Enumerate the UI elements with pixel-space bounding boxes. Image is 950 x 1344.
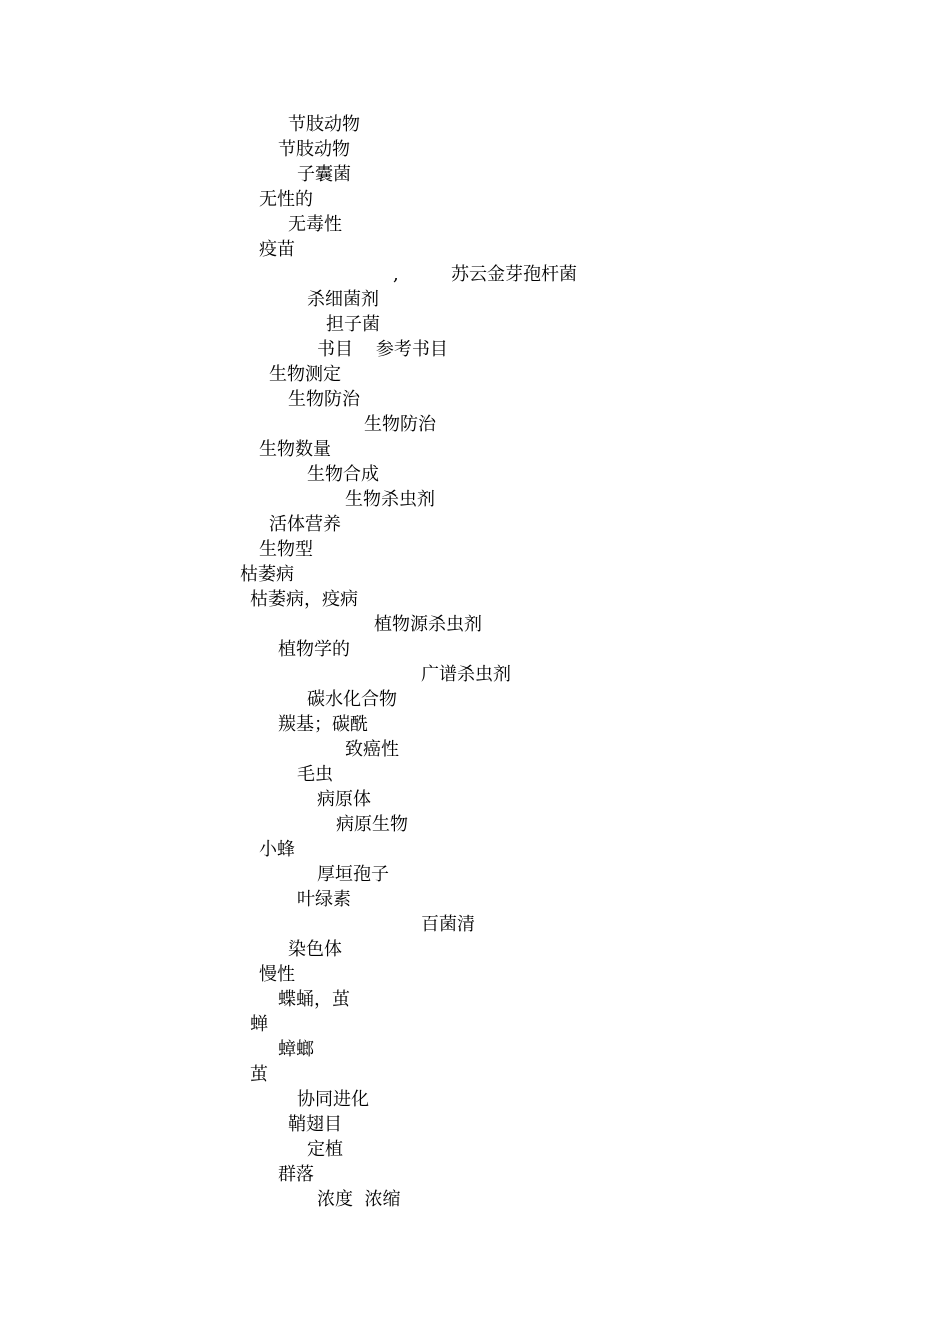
term-entry: 蝉 <box>250 1014 268 1035</box>
term-entry: 慢性 <box>259 964 295 985</box>
term-entry: 疫苗 <box>259 239 295 260</box>
term-entry: 病原生物 <box>336 814 408 835</box>
term-entry: 子囊菌 <box>297 164 351 185</box>
term-entry: 广谱杀虫剂 <box>421 664 511 685</box>
term-entry: 毛虫 <box>297 764 333 785</box>
term-entry: 枯萎病，疫病 <box>250 589 358 610</box>
term-entry: 染色体 <box>288 939 342 960</box>
term-entry: 节肢动物 <box>278 139 350 160</box>
term-entry: 羰基；碳酰 <box>278 714 368 735</box>
term-entry: 蟑螂 <box>278 1039 314 1060</box>
term-entry: 生物数量 <box>259 439 331 460</box>
term-entry: 担子菌 <box>326 314 380 335</box>
term-entry: 定植 <box>307 1139 343 1160</box>
term-entry: 枯萎病 <box>240 564 294 585</box>
term-entry: 植物源杀虫剂 <box>374 614 482 635</box>
term-entry: 生物型 <box>259 539 313 560</box>
term-entry: 杀细菌剂 <box>307 289 379 310</box>
term-entry: 无性的 <box>259 189 313 210</box>
term-entry: 致癌性 <box>345 739 399 760</box>
term-entry: 无毒性 <box>288 214 342 235</box>
term-entry: 病原体 <box>317 789 371 810</box>
term-entry: 茧 <box>250 1064 268 1085</box>
term-entry: 生物测定 <box>269 364 341 385</box>
term-entry: 生物防治 <box>288 389 360 410</box>
term-entry: 协同进化 <box>297 1089 369 1110</box>
term-entry: , <box>393 264 399 285</box>
term-entry: 小蜂 <box>259 839 295 860</box>
term-entry: 植物学的 <box>278 639 350 660</box>
term-entry: 节肢动物 <box>288 114 360 135</box>
term-entry: 群落 <box>278 1164 314 1185</box>
term-entry: 厚垣孢子 <box>317 864 389 885</box>
term-entry: 生物合成 <box>307 464 379 485</box>
term-entry: 鞘翅目 <box>288 1114 342 1135</box>
term-entry: 叶绿素 <box>297 889 351 910</box>
term-entry: 浓度 浓缩 <box>317 1189 401 1210</box>
term-entry: 碳水化合物 <box>307 689 397 710</box>
term-entry: 活体营养 <box>269 514 341 535</box>
term-entry: 苏云金芽孢杆菌 <box>451 264 577 285</box>
term-entry: 蝶蛹，茧 <box>278 989 350 1010</box>
term-entry: 百菌清 <box>421 914 475 935</box>
term-entry: 生物杀虫剂 <box>345 489 435 510</box>
term-entry: 书目 参考书目 <box>317 339 448 360</box>
term-entry: 生物防治 <box>364 414 436 435</box>
